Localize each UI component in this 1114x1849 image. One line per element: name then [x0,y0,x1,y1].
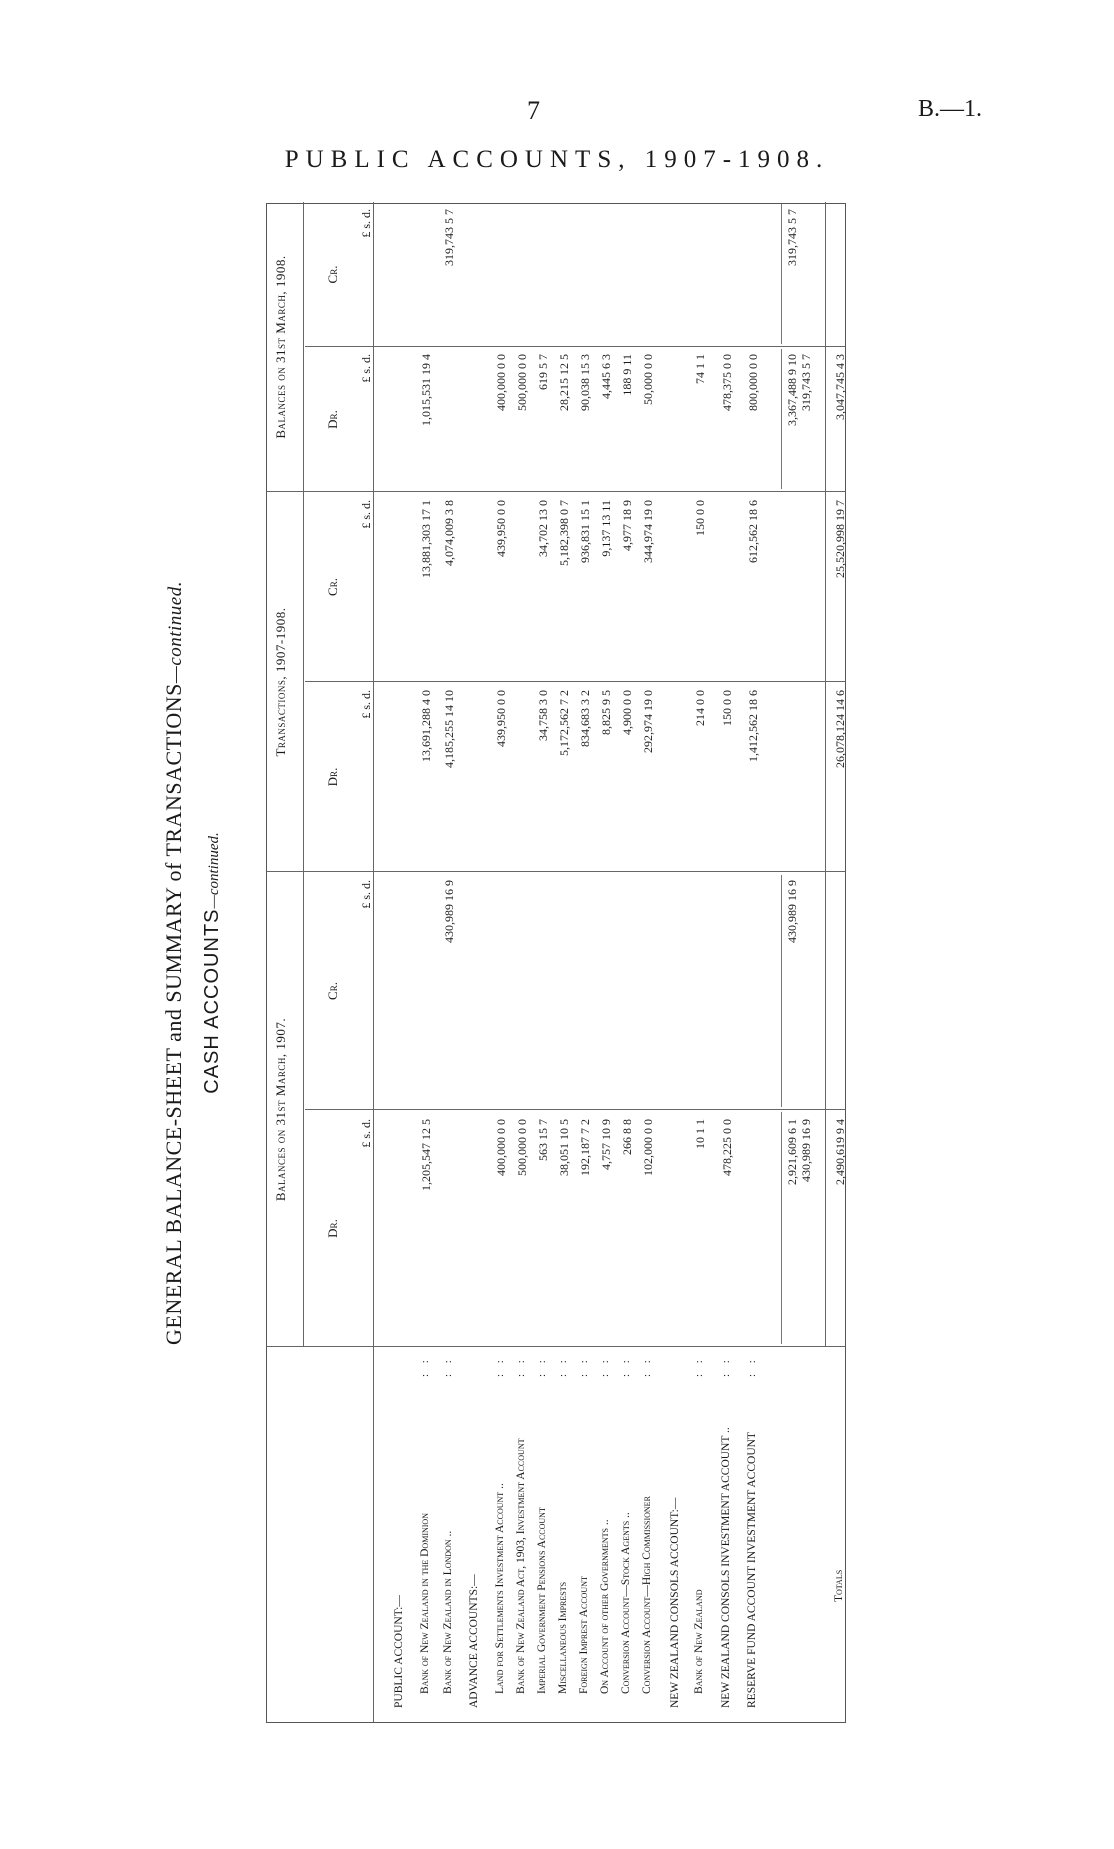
units-header: £ s. d. [359,690,373,719]
table-cell: 192,187 7 2 [577,1119,592,1176]
table-cell: 478,375 0 0 [720,354,735,411]
table-cell: 214 0 0 [692,690,707,726]
row-leader: : : [577,1356,590,1377]
row-leader: : : [514,1356,527,1377]
subtotal-cell: 3,367,488 9 10 [785,354,800,426]
table-cell: 50,000 0 0 [641,354,656,405]
totals-cell: 2,490,619 9 4 [833,1119,848,1185]
row-leader: : : [620,1356,632,1377]
row-leader: : : [692,1356,705,1377]
table-cell: 400,000 0 0 [493,1119,508,1176]
row-label: Conversion Account—Stock Agents .. [620,1512,632,1694]
page-title: PUBLIC ACCOUNTS, 1907-1908. [284,146,830,173]
table-cell: 9,137 13 11 [598,500,613,557]
table-cell: 4,977 18 9 [620,500,634,551]
subtotal-cell: 430,989 16 9 [799,1119,814,1182]
table-cell: 4,900 0 0 [620,690,634,735]
table-cell: 292,974 19 0 [641,690,656,753]
document-reference: B.—1. [918,96,983,122]
table-cell: 38,051 10 5 [556,1119,571,1176]
table-cell: 1,412,562 18 6 [746,690,761,762]
subtotal-rule [781,875,782,1107]
subtotal-cell: 2,921,609 6 1 [785,1119,800,1185]
table-cell: 5,182,398 0 7 [556,500,571,566]
row-label: PUBLIC ACCOUNT:— [393,1595,406,1708]
dr-header: Dr. [325,1219,340,1238]
table-cell: 478,225 0 0 [720,1119,735,1176]
row-label: Bank of New Zealand in London .. [441,1530,454,1694]
table-cell: 430,989 16 9 [441,880,456,943]
units-header: £ s. d. [359,500,373,529]
row-leader: : : [419,1356,432,1377]
table-cell: 1,205,547 12 5 [419,1119,434,1191]
table-cell: 90,038 15 3 [577,354,592,411]
totals-label: Totals [833,1569,846,1602]
subtotal-rule [781,1112,782,1344]
row-leader: : : [441,1356,454,1377]
table-cell: 4,185,255 14 10 [441,690,456,768]
row-label: NEW ZEALAND CONSOLS ACCOUNT:— [668,1497,681,1708]
row-label: Land for Settlements Investment Account .. [493,1483,506,1694]
table-cell: 10 1 1 [692,1119,707,1149]
table-cell: 102,000 0 0 [641,1119,656,1176]
cr-header: Cr. [325,265,340,284]
subtotal-cell: 319,743 5 7 [785,209,800,266]
totals-cell: 3,047,745 4 3 [833,354,848,420]
table-cell: 834,683 3 2 [577,690,592,747]
row-label: RESERVE FUND ACCOUNT INVESTMENT ACCOUNT [746,1432,759,1708]
table-cell: 619 5 7 [535,354,550,390]
units-header: £ s. d. [359,209,373,238]
table-cell: 344,974 19 0 [641,500,656,563]
table-cell: 4,445 6 3 [598,354,613,399]
table-cell: 188 9 11 [620,354,634,396]
row-leader: : : [535,1356,548,1377]
table-cell: 5,172,562 7 2 [556,690,571,756]
table-cell: 34,758 3 0 [535,690,550,741]
table-cell: 563 15 7 [535,1119,550,1161]
table-cell: 4,074,009 3 8 [441,500,456,566]
cash-accounts-heading: CASH ACCOUNTS—continued. [201,832,223,1094]
table-cell: 612,562 18 6 [746,500,761,563]
row-label: Imperial Government Pensions Account [535,1507,548,1694]
cash-accounts-table [266,203,846,1723]
table-cell: 34,702 13 0 [535,500,550,557]
table-cell: 936,831 15 1 [577,500,592,563]
table-cell: 8,825 9 5 [598,690,613,735]
row-label: Bank of New Zealand in the Dominion [419,1513,432,1694]
table-cell: 150 0 0 [720,690,735,726]
dr-header: Dr. [325,410,340,429]
group-header-transactions: Transactions, 1907-1908. [273,607,288,757]
rotated-table-region [161,203,848,1723]
row-label: ADVANCE ACCOUNTS:— [467,1574,480,1708]
row-label: Miscellaneous Imprests [556,1581,569,1694]
group-header-balances-1907: Balances on 31st March, 1907. [273,1017,288,1202]
dr-header: Dr. [325,767,340,787]
table-cell: 500,000 0 0 [514,354,529,411]
row-leader: : : [598,1356,611,1377]
row-leader: : : [641,1356,654,1377]
page-number: 7 [527,96,540,125]
totals-cell: 26,078,124 14 6 [833,690,848,768]
group-header-balances-1908: Balances on 31st March, 1908. [273,255,288,439]
table-cell: 13,881,303 17 1 [419,500,434,578]
table-cell: 150 0 0 [692,500,707,536]
table-cell: 319,743 5 7 [441,209,456,266]
units-header: £ s. d. [359,354,373,383]
subtotal-rule [781,204,782,344]
table-cell: 439,950 0 0 [493,500,508,557]
row-leader: : : [720,1356,733,1377]
units-header: £ s. d. [359,1119,373,1148]
table-cell: 28,215 12 5 [556,354,571,411]
row-label: NEW ZEALAND CONSOLS INVESTMENT ACCOUNT .. [720,1427,733,1708]
row-label: Foreign Imprest Account [577,1576,590,1694]
table-cell: 266 8 8 [620,1119,634,1155]
row-label: On Account of other Governments .. [598,1519,611,1694]
row-label: Bank of New Zealand [692,1589,705,1694]
row-label: Bank of New Zealand Act, 1903, Investment Account [514,1438,527,1694]
cr-header: Cr. [325,982,340,1000]
totals-cell: 25,520,998 19 7 [833,500,848,578]
table-cell: 800,000 0 0 [746,354,761,411]
row-leader: : : [493,1356,506,1377]
row-leader: : : [746,1356,759,1377]
table-cell: 4,757 10 9 [598,1119,613,1170]
table-cell: 13,691,288 4 0 [419,690,434,762]
subtotal-cell: 430,989 16 9 [785,880,800,943]
subtotal-cell: 319,743 5 7 [799,354,814,411]
row-label: Conversion Account—High Commissioner [641,1496,654,1694]
table-cell: 74 1 1 [692,354,707,384]
table-cell: 400,000 0 0 [493,354,508,411]
table-cell: 500,000 0 0 [514,1119,529,1176]
totals-rule [825,202,826,1347]
table-cell: 439,950 0 0 [493,690,508,747]
row-leader: : : [556,1356,569,1377]
subtotal-rule [781,349,782,489]
units-header: £ s. d. [359,880,373,909]
balance-sheet-heading: GENERAL BALANCE-SHEET and SUMMARY of TRANSACTIONS—continued. [161,581,186,1345]
table-cell: 1,015,531 19 4 [419,354,434,426]
cr-header: Cr. [325,578,340,596]
